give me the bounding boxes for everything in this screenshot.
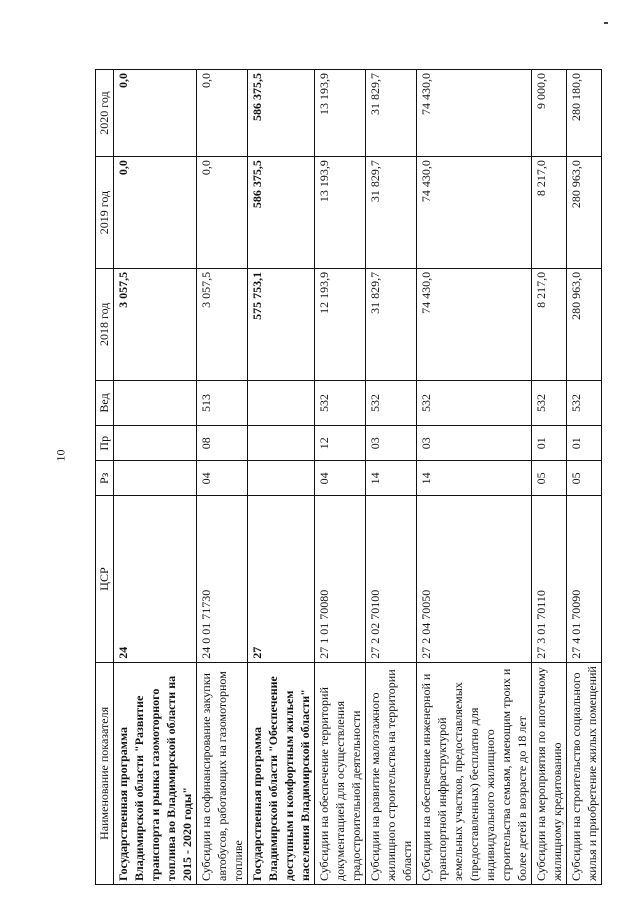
row-2020: 13 193,9: [315, 70, 366, 157]
row-2019: 13 193,9: [315, 157, 366, 269]
row-2018: 3 057,5: [114, 268, 197, 380]
row-2019: 280 963,0: [567, 157, 602, 269]
table-row: [197, 70, 248, 885]
row-rz: [114, 461, 197, 496]
row-csr: 24 0 01 71730: [197, 496, 248, 662]
row-name: Государственная программа Владимирской области "Обеспечение доступным и комфортным жильем населения Владимирской области": [248, 662, 315, 884]
row-pr: [248, 426, 315, 461]
table-row: [417, 70, 532, 885]
row-pr: 01: [532, 426, 567, 461]
table-row: [532, 70, 567, 885]
row-ved: 532: [567, 380, 602, 425]
row-pr: [114, 426, 197, 461]
row-name: Субсидии на мероприятия по ипотечному жилищному кредитованию: [532, 662, 567, 884]
row-rz: 04: [315, 461, 366, 496]
row-name: Государственная программа Владимирской области "Развитие транспорта и рынка газомоторного топлива во Владимирской области на 2015 - 2020 годы": [114, 662, 197, 884]
row-ved: 513: [197, 380, 248, 425]
row-csr: 27: [248, 496, 315, 662]
row-2020: 31 829,7: [366, 70, 417, 157]
table-header-row: [96, 70, 114, 885]
row-2018: 575 753,1: [248, 268, 315, 380]
row-2020: 280 180,0: [567, 70, 602, 157]
row-2018: 12 193,9: [315, 268, 366, 380]
row-rz: 05: [567, 461, 602, 496]
table-row: [114, 70, 197, 885]
row-name: Субсидии на строительство социального жилья и приобретение жилых помещений: [567, 662, 602, 884]
table-row: [567, 70, 602, 885]
header-2020: 2020 год: [96, 70, 114, 157]
row-ved: 532: [417, 380, 532, 425]
row-2020: 0,0: [197, 70, 248, 157]
row-2018: 280 963,0: [567, 268, 602, 380]
row-2020: 9 000,0: [532, 70, 567, 157]
row-csr: 27 2 02 70100: [366, 496, 417, 662]
row-ved: [114, 380, 197, 425]
row-2020: 74 430,0: [417, 70, 532, 157]
header-rz: Рз: [96, 461, 114, 496]
header-csr: ЦСР: [96, 496, 114, 662]
header-2019: 2019 год: [96, 157, 114, 269]
header-pr: Пр: [96, 426, 114, 461]
row-csr: 27 4 01 70090: [567, 496, 602, 662]
row-pr: 12: [315, 426, 366, 461]
row-name: Субсидии на обеспечение территорий документацией для осуществления градостроительной деятельности: [315, 662, 366, 884]
row-2019: 0,0: [114, 157, 197, 269]
row-2018: 74 430,0: [417, 268, 532, 380]
row-pr: 01: [567, 426, 602, 461]
table-row: [248, 70, 315, 885]
scan-speck: [604, 22, 608, 24]
row-rz: 14: [366, 461, 417, 496]
row-2018: 3 057,5: [197, 268, 248, 380]
row-2018: 8 217,0: [532, 268, 567, 380]
row-csr: 27 3 01 70110: [532, 496, 567, 662]
page-number: 10: [53, 449, 68, 462]
header-ved: Вед: [96, 380, 114, 425]
table-row: [366, 70, 417, 885]
table-row: [315, 70, 366, 885]
row-2019: 586 375,5: [248, 157, 315, 269]
row-ved: [248, 380, 315, 425]
row-2019: 74 430,0: [417, 157, 532, 269]
row-pr: 03: [417, 426, 532, 461]
row-ved: 532: [532, 380, 567, 425]
row-rz: 04: [197, 461, 248, 496]
row-name: Субсидии на обеспечение инженерной и транспортной инфраструктурой земельных участков, предоставляемых (предоставленных) бесплатно для индивидуального жилищного строительства семьям, имеющим троих и более детей в возрасте до 18 лет: [417, 662, 532, 884]
budget-table: [95, 69, 602, 885]
row-rz: [248, 461, 315, 496]
row-csr: 27 2 04 70050: [417, 496, 532, 662]
row-2020: 0,0: [114, 70, 197, 157]
row-ved: 532: [315, 380, 366, 425]
row-2019: 8 217,0: [532, 157, 567, 269]
row-rz: 14: [417, 461, 532, 496]
row-2019: 31 829,7: [366, 157, 417, 269]
row-2018: 31 829,7: [366, 268, 417, 380]
row-2019: 0,0: [197, 157, 248, 269]
row-csr: 27 1 01 70080: [315, 496, 366, 662]
row-2020: 586 375,5: [248, 70, 315, 157]
rotated-page: [95, 69, 615, 885]
header-2018: 2018 год: [96, 268, 114, 380]
header-name: Наименование показателя: [96, 662, 114, 884]
row-name: Субсидии на развитие малоэтажного жилищного строительства на территории области: [366, 662, 417, 884]
row-pr: 08: [197, 426, 248, 461]
row-ved: 532: [366, 380, 417, 425]
row-csr: 24: [114, 496, 197, 662]
row-rz: 05: [532, 461, 567, 496]
row-name: Субсидии на софинансирование закупки автобусов, работающих на газомоторном топливе: [197, 662, 248, 884]
row-pr: 03: [366, 426, 417, 461]
